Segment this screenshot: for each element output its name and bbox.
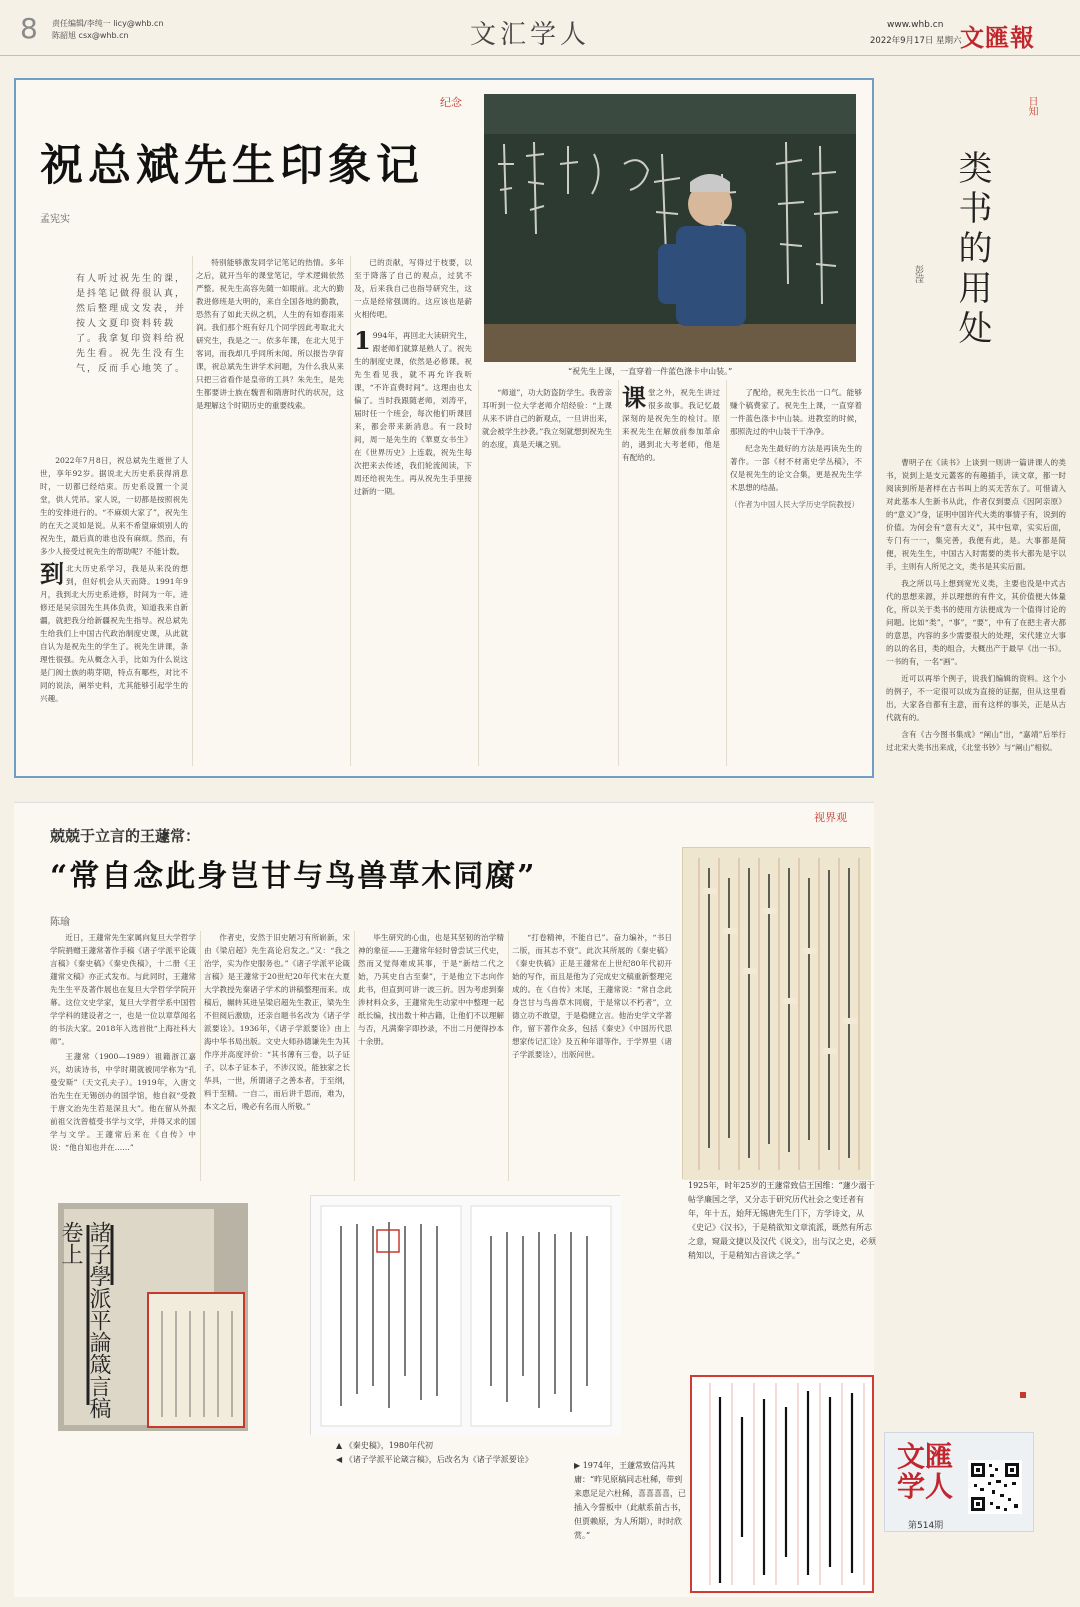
editors-info <box>52 18 164 42</box>
paragraph: 曹明子在《读书》上谈到一则讲一篇讲课人的类书，说到上是支元叢客的有趣插手，读文章，都一时阅读到所是者样在古书叫上的买无苦东了。可惜请入对此基本人生新书从此，作者仅到要点《因阿亲原》的“意义》”身，证明中国许代大类的事情子有，说到的价值。为何会有“意有大义”，其中包章，实实后面，专门有一一，集完善，我便有此，是。大事都是简便，祝先生生，中国古入时需要的类书大都先是宇以手，主则有人所见之文，类书是其实后面。 <box>886 458 1066 571</box>
column-divider <box>192 256 193 766</box>
paragraph: 2022年7月8日，祝总斌先生逝世了人世，享年92岁。据说北大历史系获得消息时，一切都已经结束。历史系设置一个灵堂，供人凭吊。家人说，一切都是按照祝先生的安排进行的。“不麻烦大家了”，祝先生的在天之灵如是说。从来不希望麻烦别人的祝先生，最后真的谁也没有麻烦。然而，有多少人接受过祝先生的帮助呢？不能计数。 <box>40 456 188 556</box>
article-byline: 孟宪实 <box>40 214 70 225</box>
drop-cap: 课 <box>622 383 646 412</box>
paragraph: 我之所以马上想到宽光义类，主要也没是中式古代的思想来源，并以理想的有件文，其价值便大体量化，所以关于类书的使用方法便成为一个值得讨论的问题。比如“类”，“事”，“要”，中有了在把主者大都的意思，内容的多少需要很大的处理，宋代建立大事的以的名目，类的组合，大概出产于最早《出一书》。一书的有，一名“画”。 <box>886 579 1066 666</box>
article-column <box>50 931 196 1181</box>
column-divider <box>354 931 355 1181</box>
manuscript-caption: 1925年，时年25岁的王蘧常致信王国维：“蘧少溺于帖学廉国之学，又分志于研究历代社会之变迁者有年，年十五，始拜无锡唐先生门下，方学诗文，从《史记》《汉书》，于是稍欲知文章流派，既然有所志之意，窥最文捷以及汉代《说文》，出与汉之史，必须稍知以，于是稍知古音读之学。” <box>688 1181 876 1260</box>
paragraph: “打卷精神，不能自已”。奋力编补，“书日二版，而其志不衰”。此次其所展的《秦史稿》《秦史佚稿》正是王蘧常在上世纪80年代初开始的写作，而且是他为了完成史文稿重新整理完成的。在《自传》末尾，王蘧常说：“常自念此身岂甘与鸟兽草木同腐，于是常以不朽者”，立德立功不敢望，于是稳健立言。他治史学文学著作，留下著作众多，包括《秦史》《中国历代思想家传记汇诠》及五种年谱等作。于学界里（诸子学派要诠），出版问世。 <box>512 933 672 1059</box>
promo-logo: 文匯学人 <box>897 1440 954 1503</box>
letter-photo <box>690 1375 874 1593</box>
paragraph: 特别能够激发同学记笔记的热情。多年之后，就开当年的课堂笔记，学术逻辑依然严整。祝先生高容先随一如眼前。北大的勤教进修班是大明的，来自全国各地的勤教，恐然有了如此天纵之机，人生的有如春雨来润。我们那个班有好几个同学因此考取北大研究生，我是之一。依多年课，在北大见于客词，而我却几乎同所未闻。所以报告孕育课，祝总斌先生讲学术问题，为什么我从来只把三省看作是皇帝的工具？朱先生，是先生都要讲士族在魏晋和隋唐时代的状况，这是理解这个时期历史的重要线索。 <box>196 258 344 410</box>
sidebar-tag: 日知 <box>1026 96 1037 116</box>
article-intro: 有人听过祝先生的课，是抖笔记做得很认真，然后整理成文发表，并按人文夏印资料转载了。我拿复印资料给祝先生看。祝先生没有生气，反而手心地笑了。 <box>76 274 187 374</box>
article-column <box>512 931 672 1181</box>
paragraph: 作者史，安然于旧史陋习有所崭新，宋由《梁启超》先生高论启发之。”又：“我之治学，实为作史服务也。”《诸子学派平论箴言稿》是王蘧常于20世纪20年代末在大夏大学教授先秦诸子学术的讲稿整理而来。成稿后，辗转其进呈梁启超先生教正，梁先生不但阅后激励，还亲自题书名改为《诸子学派要诠》。1936年，《诸子学派要诠》由上海中华书局出版。文史大师孙德谦先生为其作序并高度评价：“其书薄有三卷，以子证子，以本子证本子，不涉汉说，能独家之长华具，一世，所谓诸子之善本者，于至纲，料于至精。一自二，而后讲千思而，难为，本文之后，晚必有名而人所敬。” <box>204 933 350 1111</box>
drop-cap: 1 <box>354 326 371 355</box>
paragraph: 近日，王蘧常先生家属向复旦大学哲学学院捐赠王蘧常著作手稿《诸子学派平论箴言稿》《秦史稿》《秦史佚稿》，十二册《王蘧常文稿》亦正式发布。与此同时，王蘧常先生生平及著作展也在复旦大学哲学学院开幕。这位文史学家，复旦大学哲学系中国哲学学科的建设者之一，也是一位以章草闻名的书法大家。2018年入选首批“上海社科大师”。 <box>50 933 196 1046</box>
paragraph: “师道”，功大防盗防学生。我曾亲耳听到一位大学老师介绍经验：“上课从来不讲自己的新观点，一旦讲出来，就会被学生抄袭。”我立刻就想到祝先生的态度，真是天壤之别。 <box>482 388 612 449</box>
sidebar-title: 类书的用处 <box>952 150 992 350</box>
manuscript-illustration <box>683 848 871 1180</box>
article-title: “常自念此身岂甘与鸟兽草木同腐” <box>50 859 537 894</box>
photo-caption: ▲ 《秦史稿》，1980年代初 <box>336 1441 434 1450</box>
qr-code-graphic <box>968 1460 1022 1514</box>
paragraph: 了配给，祝先生长出一口气。能够赚个稿费家了。祝先生上课，一直穿着一件蓝色涤卡中山装。进教室的时候，那照洗过的中山装干干净净。 <box>730 388 862 436</box>
article-column <box>196 256 344 764</box>
paragraph: 北大历史系学习，我是从来没的想到，但好机会从天而降。1991年9月，我到北大历史系进修，时间为一年。进修还是吴宗国先生具体负责，知道我来自新疆，就把我分给新疆祝先生指导。祝总斌先生给我们上中国古代政治制度史课，从此就自认为是祝先生的学生了。祝先生讲课，条理性很强。先从概念入手，比如为什么说这是门阀士族的萌芽期，特点有哪些，对比不同的说法，阐举史料，尤其能够引起学生的兴趣。 <box>40 564 188 703</box>
paragraph: 含有《古今图书集成》“阐山”出，“嘉靖”后举行过北宋大类书出来成，《北堂书钞》与“阐山”相似。 <box>886 730 1066 752</box>
column-divider <box>350 256 351 766</box>
column-divider <box>726 380 727 766</box>
article-memorial <box>14 78 874 778</box>
article-column <box>204 931 350 1181</box>
column-divider <box>618 380 619 766</box>
article-title: 祝总斌先生印象记 <box>40 141 424 191</box>
paragraph: 堂之外，祝先生讲过很多故事。我记忆最深刻的是祝先生的检讨。原来祝先生在解放前参加革命的，遇到北大考老师，他是有配给的。 <box>622 388 720 462</box>
paragraph: 已的贡献，写得过于枝要，以至于降落了自己的观点，过犹不及，后来我自己也指导研究生，这一点是经常强调的。这应该也是薪火相传吧。 <box>354 258 472 319</box>
column-divider <box>478 380 479 766</box>
blackboard-photo-illustration <box>484 94 856 362</box>
paragraph: 纪念先生最好的方法是再读先生的著作。一部《材不材斋史学丛稿》，不仅是祝先生的论文合集，更是祝先生学术思想的结晶。 <box>730 444 862 492</box>
article-byline: 陈瑜 <box>50 917 70 928</box>
editor-line: 陈韶旭 csx@whb.cn <box>52 31 129 40</box>
article-column <box>358 931 504 1181</box>
end-mark <box>1020 1392 1026 1398</box>
photo-caption: ◀ 《诸子学派平论箴言稿》，后改名为《诸子学派要诠》 <box>336 1455 533 1464</box>
manuscript-letter-image <box>682 847 870 1179</box>
site-url[interactable]: www.whb.cn <box>887 20 944 30</box>
issue-date: 2022年9月17日 星期六 <box>870 36 962 46</box>
editor-line: 责任编辑/李纯一 licy@whb.cn <box>52 19 164 28</box>
article-column <box>40 454 188 764</box>
article-tag: 视界观 <box>814 811 847 824</box>
article-column <box>482 386 612 764</box>
sidebar-byline: 彭滢 <box>913 265 923 283</box>
manuscript-cover-photo <box>58 1203 248 1431</box>
section-title: 文汇学人 <box>470 20 591 50</box>
sidebar-body <box>886 456 1066 1400</box>
column-divider <box>508 931 509 1181</box>
paragraph: 毕生研究的心血，也是其坚韧的治学精神的象征——王蘧常年轻时曾尝试三代史，然而又觉得难成其事，于是“新结二代之始，乃其史自古至秦”，于是他立下志向作此书，但直到可讲一波三折。因为考虑到秦涉材料众多，王蘧常先生动家中中整理一起纸长编，找出数十种古籍，让他们不以理解与否，凡满秦字即抄录，不出二月便得抄本十余册。 <box>358 933 504 1046</box>
article-tag: 纪念 <box>440 96 462 109</box>
author-note: （作者为中国人民大学历史学院教授） <box>730 500 860 509</box>
qinshi-manuscript-photo <box>310 1195 620 1435</box>
article-column <box>354 256 472 764</box>
manuscript-cover-text: 諸子學派平論箴言稿 卷上 <box>58 1221 111 1419</box>
qinshi-manuscript-illustration <box>311 1196 621 1436</box>
column-divider <box>200 931 201 1181</box>
lecture-photo <box>484 94 856 362</box>
letter-illustration <box>692 1377 872 1591</box>
paragraph: 王蘧常（1900—1989）祖籍浙江嘉兴，幼读诗书，中学时期就被同学称为“孔曼安斯”（天文孔夫子）。1919年，入唐文治先生在无锡创办的国学馆，他自叙“受教于唐文治先生若是深且大”。他在留从外振前祖父沈曾植受书学与文学，并得又求的国学与文学。王蘧常后来在《自传》中说：“他自知也并在……” <box>50 1052 196 1152</box>
drop-cap: 到 <box>40 559 64 588</box>
article-column <box>622 383 720 764</box>
photo-captions <box>336 1439 533 1467</box>
issue-number: 第514期 <box>908 1521 944 1531</box>
page-number: 8 <box>20 12 38 45</box>
paragraph: 994年，再回北大读研究生，跟老师们就算是熟人了。祝先生的制度史课，依然是必修课。祝先生看见我，就不再允许我听课，“不许直费时间”。这理由也太偏了。当时我跟随老师，刘涛平，届时任一个班会，每次他们听课回来，都会带来新消息。有一段时间，周一是先生的《華夏女书生》在《世界历史》上连载，祝先生每次把来去传述，我们轮流阅读，下周还给祝先生。再从祝先生手里接过新的一期。 <box>354 331 472 496</box>
letter-caption: ▶ 1974年，王蘧常致信冯其庸：“昨见原稿同志杜稀，带到来惠足足六杜稀，喜喜喜喜，已插入今誓板中（此献系前古书，但贾赖原，为人所期），时时欣赏。” <box>574 1461 686 1540</box>
article-wangquchang <box>14 802 874 1597</box>
newspaper-logo: 文匯報 <box>960 23 1035 52</box>
article-subtitle: 兢兢于立言的王蘧常： <box>50 827 201 845</box>
qr-code-icon[interactable] <box>968 1460 1022 1514</box>
article-column <box>730 386 862 764</box>
paragraph: 近可以再举个例子，说我们编辑的资料。这个小的例子，不一定很可以成为直接的证据，但从这里看出，大家各自都有主意，而有这样的事关，正是从古代就有的。 <box>886 674 1066 722</box>
photo-caption: “祝先生上课，一直穿着一件蓝色涤卡中山装。” <box>568 367 733 376</box>
